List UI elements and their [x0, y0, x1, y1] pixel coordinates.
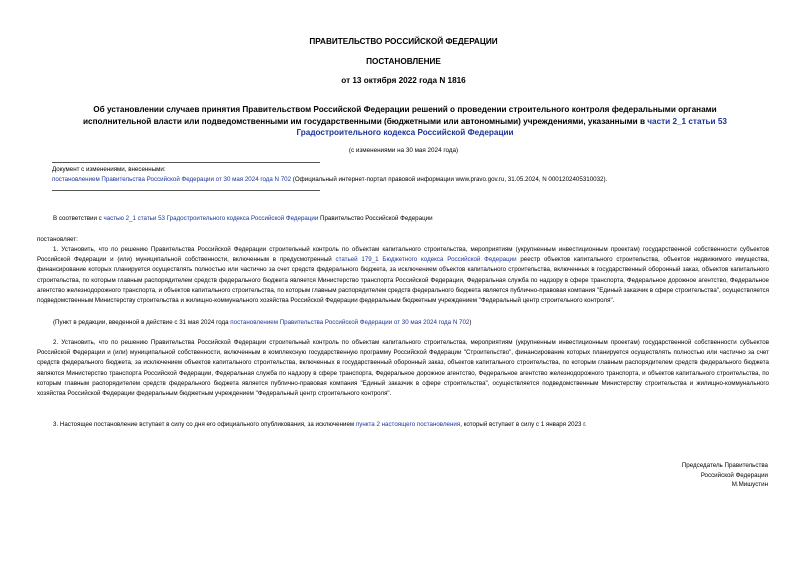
item-1-note-prefix: (Пункт в редакции, введенной в действие с 31 мая 2024 года	[53, 319, 231, 326]
government-heading: ПРАВИТЕЛЬСТВО РОССИЙСКОЙ ФЕДЕРАЦИИ	[309, 37, 498, 46]
amendments-heading: Документ с изменениями, внесенными:	[52, 166, 166, 173]
item-1-note-link[interactable]: постановлением Правительства Российской Федерации от 30 мая 2024 года N 702	[230, 319, 470, 326]
document-title	[60, 104, 750, 139]
doc-date-number: от 13 октября 2022 года N 1816	[341, 76, 466, 85]
item-1-part1: 1. Установить, что по решению Правительства Российской Федерации строительный контроль по объектам капитального строительства, мероприятиям (укрупненным инвестиционным проектам) государственной собственности субъектов Российской Федерации и (или) муниципальной собственности, включенным в предусмотренный	[37, 246, 769, 264]
item-3-link[interactable]: пункта 2 настоящего постановления	[355, 421, 461, 428]
item-1-note-suffix: )	[469, 319, 472, 326]
amendment-702-link[interactable]: постановлением Правительства Российской Федерации от 30 мая 2024 года N 702	[52, 176, 292, 183]
title-text: Об установлении случаев принятия Правительством Российской Федерации решений о проведении строительного контроля федеральными органами исполнительной власти или подведомственными им государственными (бюджетными или автономными) учреждениями, указанными в	[83, 105, 717, 126]
budget-code-link[interactable]: статьей 179_1 Бюджетного кодекса Российской Федерации	[335, 256, 517, 264]
item-2: 2. Установить, что по решению Правительства Российской Федерации строительный контроль по объектам капитального строительства, мероприятиям (укрупненным инвестиционным проектам) государственной собственности субъектов Российской Федерации и (или) муниципальной собственности, включенным в комплексную государственную программу Российской Федерации "Строительство", финансирование которых планируется осуществлять полностью или частично за счет средств федерального бюджета, за исключением объектов капитального строительства, включенных в государственный оборонный заказ, объектов капитального строительства, по которым главным распорядителем средств федерального бюджета являются Министерство транспорта Российской Федерации, Федеральная служба по надзору в сфере транспорта, Федеральное дорожное агентство, Федеральное агентство железнодорожного транспорта, и объектов капитального строительства, по которым главным распорядителем средств федерального бюджета является публично-правовая компания "Единый заказчик в сфере строительства", осуществляется подведомственным Министерству строительства и жилищно-коммунального хозяйства Российской Федерации федеральным бюджетным учреждением "Федеральный центр строительного контроля".	[37, 339, 769, 398]
preamble-code-link[interactable]: частью 2_1 статьи 53 Градостроительного кодекса Российской Федерации	[103, 215, 319, 222]
item-1	[37, 245, 769, 306]
item-3	[53, 420, 586, 429]
amendment-source: (Официальный интернет-портал правовой информации www.pravo.gov.ru, 31.05.2024, N 0001202405310032).	[291, 176, 608, 183]
item-3-suffix: , который вступает в силу с 1 января 2023 г.	[460, 421, 587, 428]
amendments-top-divider	[52, 162, 320, 163]
item-1-note	[53, 318, 471, 327]
amendments-bottom-divider	[52, 190, 320, 191]
preamble	[53, 214, 433, 223]
preamble-prefix: В соответствии с	[53, 215, 104, 222]
title-code-link[interactable]: части 2_1 статьи 53 Градостроительного кодекса Российской Федерации	[296, 116, 727, 137]
edition-note: (с изменениями на 30 мая 2024 года)	[348, 147, 459, 154]
doc-type-heading: ПОСТАНОВЛЕНИЕ	[366, 57, 441, 66]
signature-position: Председатель Правительства	[681, 462, 768, 469]
amendments-line	[52, 175, 607, 184]
signature-block	[682, 461, 768, 490]
item-3-prefix: 3. Настоящее постановление вступает в силу со дня его официального опубликования, за исключением	[53, 421, 356, 428]
item-1-part2: реестр объектов капитального строительства, объектов недвижимого имущества, финансирование которых планируется осуществлять полностью или частично за счет средств федерального бюджета, за исключением объектов капитального строительства, включенных в государственный оборонный заказ, объектов капитального строительства, по которым главным распорядителем средств федерального бюджета является Министерство транспорта Российской Федерации, Федеральная служба по надзору в сфере транспорта, Федеральное дорожное агентство, Федеральное агентство железнодорожного транспорта, и объектов капитального строительства, по которым главным распорядителем средств федерального бюджета является публично-правовая компания "Единый заказчик в сфере строительства", осуществляется подведомственным Министерству строительства и жилищно-коммунального хозяйства Российской Федерации федеральным бюджетным учреждением "Федеральный центр строительного контроля".	[37, 256, 770, 305]
preamble-suffix: Правительство Российской Федерации	[318, 215, 433, 222]
signature-organization: Российской Федерации	[700, 471, 768, 479]
resolves-text: постановляет:	[37, 236, 78, 243]
signature-name: М.Мишустин	[731, 481, 768, 489]
